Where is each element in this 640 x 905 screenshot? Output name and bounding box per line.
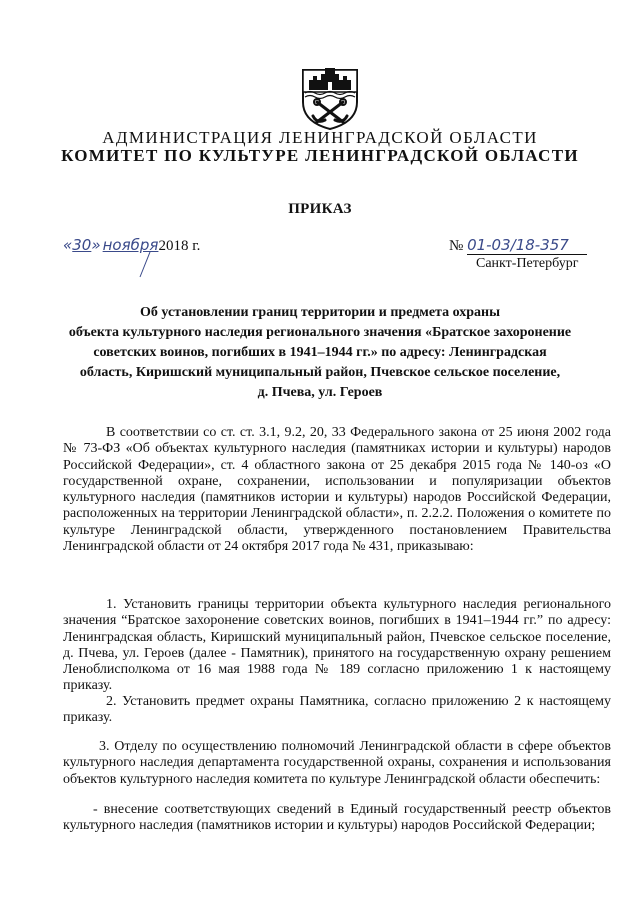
subject-line: Об установлении границ территории и предмета охраны [139,305,501,320]
preamble-paragraph: В соответствии со ст. ст. 3.1, 9.2, 20, 33 Федерального закона от 25 июня 2002 года № 73-ФЗ «Об объектах культурного наследия (памятниках истории и культуры) народов Российской Федерации», ст. 4 областного закона от 25 декабря 2015 года № 140-оз «О государственной охране, сохранении, использовании и популяризации объектов культурного наследия (памятников истории и культуры) народов Российской Федерации, расположенных на территории Ленинградской области», п. 2.2.2. Положения о комитете по культуре Ленинградской области, утвержденного постановлением Правительства Ленинградской области от 24 октября 2017 года № 431, приказываю: [63,425,611,555]
issue-city: Санкт-Петербург [476,256,579,271]
order-number-handwritten: 01-03/18-357 [467,236,587,255]
order-title: ПРИКАЗ [288,201,352,217]
handwritten-stroke [138,252,152,278]
date-close-quote: » [91,236,101,254]
order-date [63,236,200,255]
administration-title: АДМИНИСТРАЦИЯ ЛЕНИНГРАДСКОЙ ОБЛАСТИ [102,128,538,147]
order-number [449,236,587,255]
date-open-quote: « [63,236,73,254]
subject-line: д. Пчева, ул. Героев [257,385,383,400]
committee-title: КОМИТЕТ ПО КУЛЬТУРЕ ЛЕНИНГРАДСКОЙ ОБЛАСТИ [61,146,579,165]
item-1-paragraph: 1. Установить границы территории объекта культурного наследия регионального значения “Братское захоронение советских воинов, погибших в 1941–1944 гг.” по адресу: Ленинградская область, Киришский муниципальный район, Пчевское сельское поселение, д. Пчева, ул. Героев (далее - Памятник), принятого на государственную охрану решением Леноблисполкома от 16 мая 1988 года № 189 согласно приложению 1 к настоящему приказу. [63,597,611,694]
date-month-handwritten: ноября [102,236,159,254]
date-day-handwritten: 30 [72,236,92,254]
order-subject [40,303,600,403]
item-2-paragraph: 2. Установить предмет охраны Памятника, согласно приложению 2 к настоящему приказу. [63,694,611,726]
subject-line: советских воинов, погибших в 1941–1944 гг.» по адресу: Ленинградская [93,345,547,360]
date-year: 2018 г. [158,238,201,254]
number-prefix: № [449,238,464,254]
coat-of-arms-emblem [301,62,359,130]
item-3-paragraph: 3. Отделу по осуществлению полномочий Ленинградской области в сфере объектов культурного наследия департамента государственной охраны, сохранения и использования объектов культурного наследия комитета по культуре Ленинградской области обеспечить: [63,739,611,787]
subject-line: объекта культурного наследия регионального значения «Братское захоронение [68,325,572,340]
subject-line: область, Киришский муниципальный район, Пчевское сельское поселение, [79,365,561,380]
item-3-bullet: - внесение соответствующих сведений в Единый государственный реестр объектов культурного наследия (памятников истории и культуры) народов Российской Федерации; [63,802,611,834]
